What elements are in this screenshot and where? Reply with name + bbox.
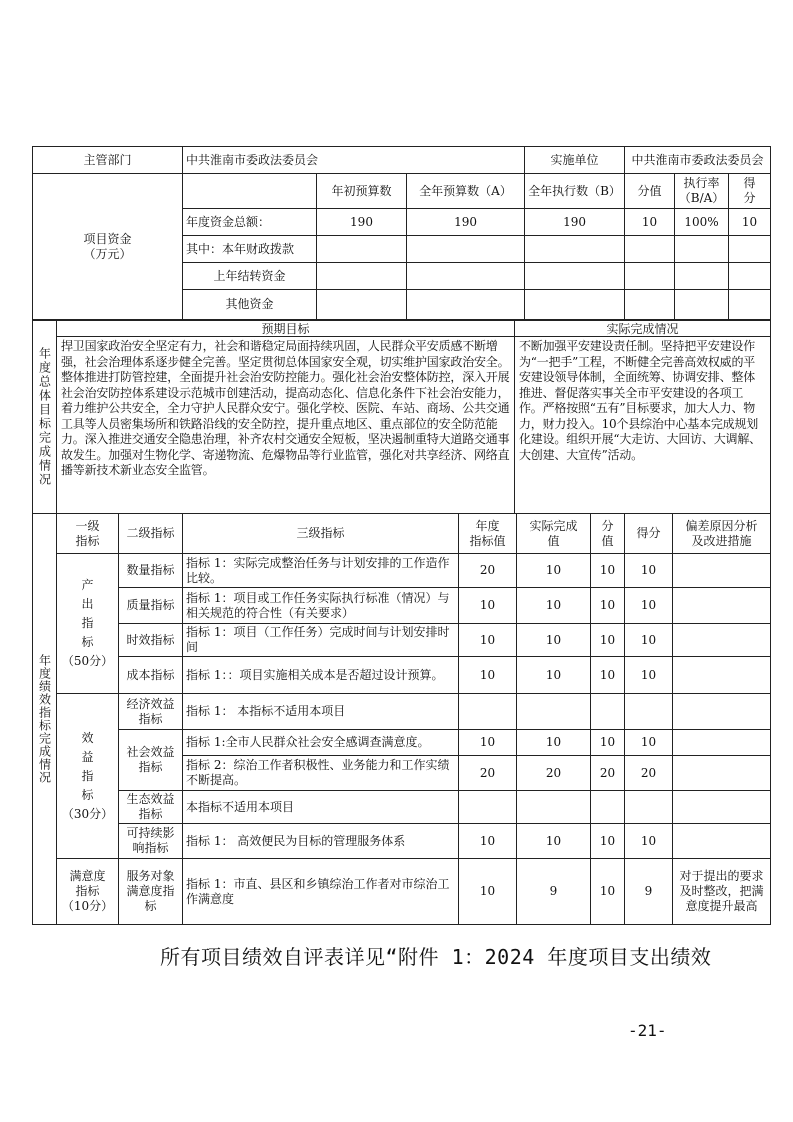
cell: 10 <box>459 588 517 624</box>
group-output: 产 出 指 标 （50分） <box>57 554 119 694</box>
cell <box>625 290 675 320</box>
l2-cell: 可持续影响指标 <box>119 824 183 859</box>
cell: 10 <box>591 730 625 756</box>
cell <box>675 263 729 290</box>
indicators-header-row <box>33 514 771 554</box>
table-row <box>33 588 771 624</box>
table-row <box>33 554 771 588</box>
deviation-cell: 对于提出的要求及时整改，把满意度提升最高 <box>673 859 771 925</box>
cell <box>673 657 771 694</box>
l2-cell: 成本指标 <box>119 657 183 694</box>
col-initial: 年初预算数 <box>317 174 407 209</box>
cell <box>625 791 673 824</box>
table-row <box>33 657 771 694</box>
cell: 10 <box>591 859 625 925</box>
cell <box>625 694 673 730</box>
cell: 10 <box>459 824 517 859</box>
hdr-actual: 实际完成 值 <box>517 514 591 554</box>
cell <box>459 791 517 824</box>
cell <box>525 263 625 290</box>
cell <box>673 624 771 657</box>
cell: 10 <box>729 209 771 236</box>
cell: 10 <box>517 657 591 694</box>
cell: 10 <box>591 624 625 657</box>
footer-text: 所有项目绩效自评表详见“附件 1：2024 年度项目支出绩效 <box>160 945 712 969</box>
group-satisfaction: 满意度 指标 （10分） <box>57 859 119 925</box>
cell <box>673 791 771 824</box>
cell <box>625 263 675 290</box>
row-label: 年度资金总额： <box>183 209 317 236</box>
cell <box>317 236 407 263</box>
cell: 190 <box>407 209 525 236</box>
cell <box>407 290 525 320</box>
col-exec: 全年执行数（B） <box>525 174 625 209</box>
cell: 20 <box>591 756 625 791</box>
cell <box>729 263 771 290</box>
col-score: 分值 <box>625 174 675 209</box>
cell: 9 <box>517 859 591 925</box>
cell <box>729 236 771 263</box>
table-row <box>33 624 771 657</box>
cell: 10 <box>591 824 625 859</box>
cell: 10 <box>591 554 625 588</box>
l3-cell: 指标 1： 本指标不适用本项目 <box>183 694 459 730</box>
unit-value: 中共淮南市委政法委员会 <box>625 147 771 174</box>
cell: 20 <box>459 756 517 791</box>
cell: 10 <box>517 730 591 756</box>
page-number: -21- <box>628 1021 667 1040</box>
funds-table <box>32 146 771 320</box>
cell <box>673 730 771 756</box>
cell: 10 <box>625 209 675 236</box>
cell <box>317 263 407 290</box>
cell <box>675 290 729 320</box>
l2-cell: 经济效益指标 <box>119 694 183 730</box>
table-row <box>33 824 771 859</box>
l3-cell: 指标 1：项目（工作任务）完成时间与计划安排时间 <box>183 624 459 657</box>
l3-cell: 指标 1：：项目实施相关成本是否超过设计预算。 <box>183 657 459 694</box>
cell: 10 <box>625 624 673 657</box>
unit-label: 实施单位 <box>525 147 625 174</box>
l2-cell: 质量指标 <box>119 588 183 624</box>
cell: 10 <box>517 588 591 624</box>
cell: 10 <box>625 730 673 756</box>
cell <box>675 236 729 263</box>
cell: 10 <box>459 657 517 694</box>
indicators-table <box>32 513 771 925</box>
hdr-dev: 偏差原因分析 及改进措施 <box>673 514 771 554</box>
cell <box>407 236 525 263</box>
col-full: 全年预算数（A） <box>407 174 525 209</box>
goals-side-label: 年度总体目标完成情况 <box>33 321 57 514</box>
row-label: 上年结转资金 <box>183 263 317 290</box>
cell: 20 <box>625 756 673 791</box>
l2-cell: 生态效益指标 <box>119 791 183 824</box>
cell: 10 <box>591 588 625 624</box>
cell <box>729 290 771 320</box>
expected-header: 预期目标 <box>57 321 515 337</box>
cell <box>591 791 625 824</box>
cell: 10 <box>591 657 625 694</box>
l2-cell: 数量指标 <box>119 554 183 588</box>
row-label: 其他资金 <box>183 290 317 320</box>
cell: 20 <box>459 554 517 588</box>
cell <box>517 694 591 730</box>
cell: 10 <box>625 588 673 624</box>
cell <box>673 588 771 624</box>
row-label: 其中：本年财政拨款 <box>183 236 317 263</box>
cell: 10 <box>625 657 673 694</box>
funds-label: 项目资金 （万元） <box>33 174 183 320</box>
l3-cell: 指标 1：市直、县区和乡镇综治工作者对市综治工作满意度 <box>183 859 459 925</box>
hdr-target: 年度 指标值 <box>459 514 517 554</box>
dept-value: 中共淮南市委政法委员会 <box>183 147 525 174</box>
cell <box>625 236 675 263</box>
l3-cell: 本指标不适用本项目 <box>183 791 459 824</box>
table-row <box>33 791 771 824</box>
l3-cell: 指标 1：实际完成整治任务与计划安排的工作造作比较。 <box>183 554 459 588</box>
goals-table <box>32 320 771 514</box>
cell: 10 <box>517 624 591 657</box>
cell: 10 <box>625 554 673 588</box>
funds-blank-header <box>183 174 317 209</box>
cell <box>317 290 407 320</box>
cell: 10 <box>459 859 517 925</box>
cell <box>591 694 625 730</box>
l2-cell: 服务对象满意度指标 <box>119 859 183 925</box>
hdr-l1: 一级 指标 <box>57 514 119 554</box>
cell <box>673 554 771 588</box>
table-row <box>33 694 771 730</box>
actual-text: 不断加强平安建设责任制。坚持把平安建设作为“一把手”工程，不断健全完善高效权威的平安建设领导体制，全面统筹、协调安排、整体推进、督促落实事关全市平安建设的各项工作。严格按照“五有”目标要求，加大人力、物力，财力投入。10个县综治中心基本完成规划化建设。组织开展“大走访、大回访、大调解、大创建、大宣传”活动。 <box>515 337 771 514</box>
actual-header: 实际完成情况 <box>515 321 771 337</box>
l2-cell: 时效指标 <box>119 624 183 657</box>
cell: 10 <box>459 730 517 756</box>
cell <box>673 824 771 859</box>
col-got: 得 分 <box>729 174 771 209</box>
cell <box>525 290 625 320</box>
col-rate: 执行率 （B/A） <box>675 174 729 209</box>
cell <box>459 694 517 730</box>
indicators-side-label: 年度绩效指标完成情况 <box>33 514 57 925</box>
cell <box>525 236 625 263</box>
hdr-score: 分 值 <box>591 514 625 554</box>
l3-cell: 指标 2：综治工作者积极性、业务能力和工作实绩不断提高。 <box>183 756 459 791</box>
dept-label: 主管部门 <box>33 147 183 174</box>
table-row <box>33 730 771 756</box>
cell: 10 <box>459 624 517 657</box>
cell: 10 <box>625 824 673 859</box>
table-row <box>33 859 771 925</box>
l2-cell: 社会效益指标 <box>119 730 183 791</box>
l3-cell: 指标 1:全市人民群众社会安全感调查满意度。 <box>183 730 459 756</box>
hdr-l3: 三级指标 <box>183 514 459 554</box>
cell <box>407 263 525 290</box>
hdr-l2: 二级指标 <box>119 514 183 554</box>
cell <box>673 694 771 730</box>
l3-cell: 指标 1：项目或工作任务实际执行标准（情况）与相关规范的符合性（有关要求） <box>183 588 459 624</box>
cell: 190 <box>525 209 625 236</box>
cell: 190 <box>317 209 407 236</box>
expected-text: 捍卫国家政治安全坚定有力，社会和谐稳定局面持续巩固，人民群众平安质感不断增强，社会治理体系逐步健全完善。坚定贯彻总体国家安全观，切实维护国家政治安全。整体推进打防管控建，全面提升社会治安防控能力。强化社会治安整体防控，深入开展社会治安防控体系建设示范城市创建活动，提高动态化、信息化条件下社会治安能力，着力维护公共安全，全力守护人民群众安宁。强化学校、医院、车站、商场、公共交通工具等人员密集场所和铁路沿线的安全防控，提升重点地区、重点部位的安全防范能力。深入推进交通安全隐患治理，补齐农村交通安全短板，坚决遏制重特大道路交通事故发生。加强对生物化学、寄递物流、危爆物品等行业监管，强化对共享经济、网络直播等新技术新业态安全监管。 <box>57 337 515 514</box>
cell: 9 <box>625 859 673 925</box>
cell: 100% <box>675 209 729 236</box>
l3-cell: 指标 1： 高效便民为目标的管理服务体系 <box>183 824 459 859</box>
cell: 10 <box>517 554 591 588</box>
cell <box>673 756 771 791</box>
group-benefit: 效 益 指 标 （30分） <box>57 694 119 859</box>
cell: 10 <box>517 824 591 859</box>
hdr-got: 得分 <box>625 514 673 554</box>
cell <box>517 791 591 824</box>
cell: 20 <box>517 756 591 791</box>
